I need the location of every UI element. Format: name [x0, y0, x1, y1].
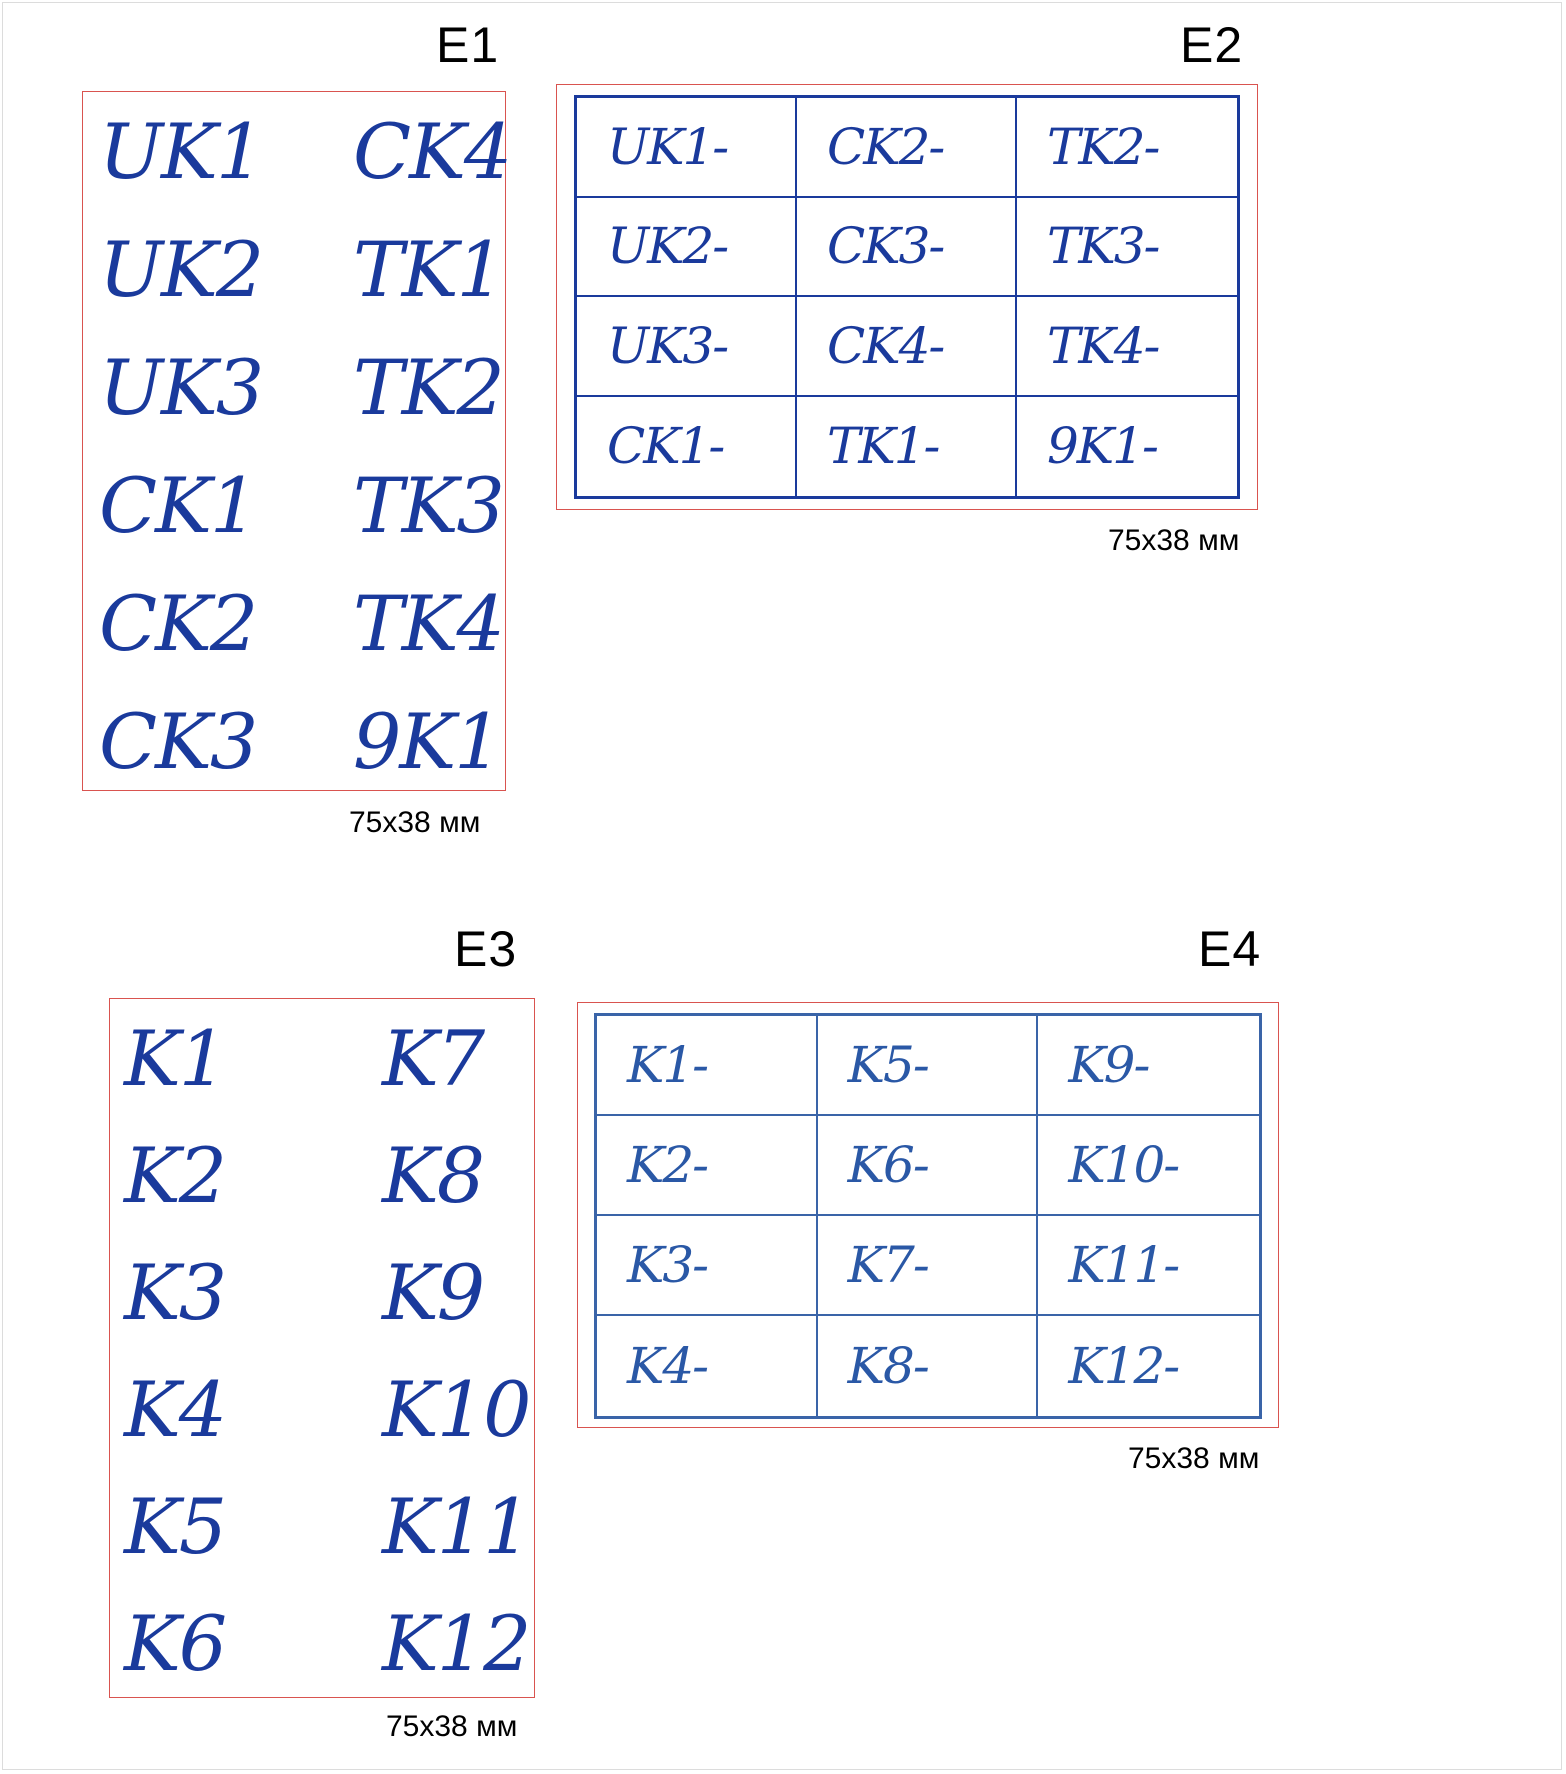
- e2-cell: 9K1-: [1047, 417, 1157, 476]
- e1-right-2: TK1: [353, 225, 503, 314]
- e2-cell: UK3-: [577, 297, 797, 397]
- e4-cell: K1-: [597, 1016, 818, 1116]
- e1-left-4: CK1: [99, 461, 257, 550]
- e3-right-4: K10: [382, 1365, 530, 1454]
- e4-cell: K3-: [597, 1216, 818, 1316]
- e3-right-3: K9: [382, 1248, 484, 1337]
- e2-size: 75x38 мм: [1108, 524, 1240, 557]
- e2-cell: CK1-: [577, 397, 797, 497]
- e4-grid: [594, 1013, 1262, 1419]
- e4-cell: K8-: [818, 1316, 1039, 1416]
- e4-cell: K7-: [818, 1216, 1039, 1316]
- e4-cell: K10-: [1038, 1116, 1259, 1216]
- e2-cell: TK1-: [797, 397, 1017, 497]
- e1-left-3: UK3: [99, 343, 263, 432]
- e1-left-2: UK2: [99, 225, 263, 314]
- e2-title: E2: [1180, 17, 1244, 73]
- e1-label: [82, 91, 511, 791]
- e3-right-6: K12: [382, 1599, 530, 1688]
- e2-cell: TK2-: [1017, 98, 1237, 198]
- e3-left-3: K3: [124, 1248, 226, 1337]
- e3-size: 75x38 мм: [386, 1710, 518, 1743]
- e3-label: [109, 998, 535, 1698]
- e4-cell: K11-: [1038, 1216, 1259, 1316]
- e1-title: E1: [436, 17, 500, 73]
- e4-cell: K12-: [1068, 1337, 1179, 1395]
- e1-right-3: TK2: [353, 343, 503, 432]
- e2-cell: TK4-: [1017, 297, 1237, 397]
- e4-label: [577, 1002, 1279, 1428]
- e2-label: [556, 84, 1258, 510]
- e1-right-6: 9K1: [353, 697, 501, 786]
- e1-right-5: TK4: [353, 579, 503, 668]
- e1-left-1: UK1: [99, 107, 263, 196]
- e3-left-5: K5: [124, 1482, 226, 1571]
- e4-title: E4: [1198, 921, 1262, 977]
- e4-cell: K5-: [818, 1016, 1039, 1116]
- e4-cell: K6-: [818, 1116, 1039, 1216]
- e4-cell: K4-: [597, 1316, 818, 1416]
- e4-size: 75x38 мм: [1128, 1442, 1260, 1475]
- e3-left-1: K1: [124, 1014, 226, 1103]
- e3-left-6: K6: [124, 1599, 226, 1688]
- e2-cell: CK3-: [797, 198, 1017, 298]
- e2-cell: TK3-: [1017, 198, 1237, 298]
- e3-title: E3: [454, 921, 518, 977]
- e1-right-1: CK4: [353, 107, 511, 196]
- e1-size: 75x38 мм: [349, 806, 481, 839]
- e2-grid: [574, 95, 1240, 499]
- e3-left-4: K4: [124, 1365, 226, 1454]
- e3-right-2: K8: [382, 1131, 484, 1220]
- e3-left-2: K2: [124, 1131, 226, 1220]
- e1-right-4: TK3: [353, 461, 503, 550]
- e1-left-5: CK2: [99, 579, 257, 668]
- e2-cell: CK4-: [797, 297, 1017, 397]
- e2-cell: UK1-: [577, 98, 797, 198]
- e2-cell: CK2-: [797, 98, 1017, 198]
- e3-right-1: K7: [382, 1014, 484, 1103]
- e3-right-5: K11: [382, 1482, 530, 1571]
- e4-cell: K2-: [597, 1116, 818, 1216]
- e2-cell: UK2-: [577, 198, 797, 298]
- e1-left-6: CK3: [99, 697, 257, 786]
- e4-cell: K9-: [1038, 1016, 1259, 1116]
